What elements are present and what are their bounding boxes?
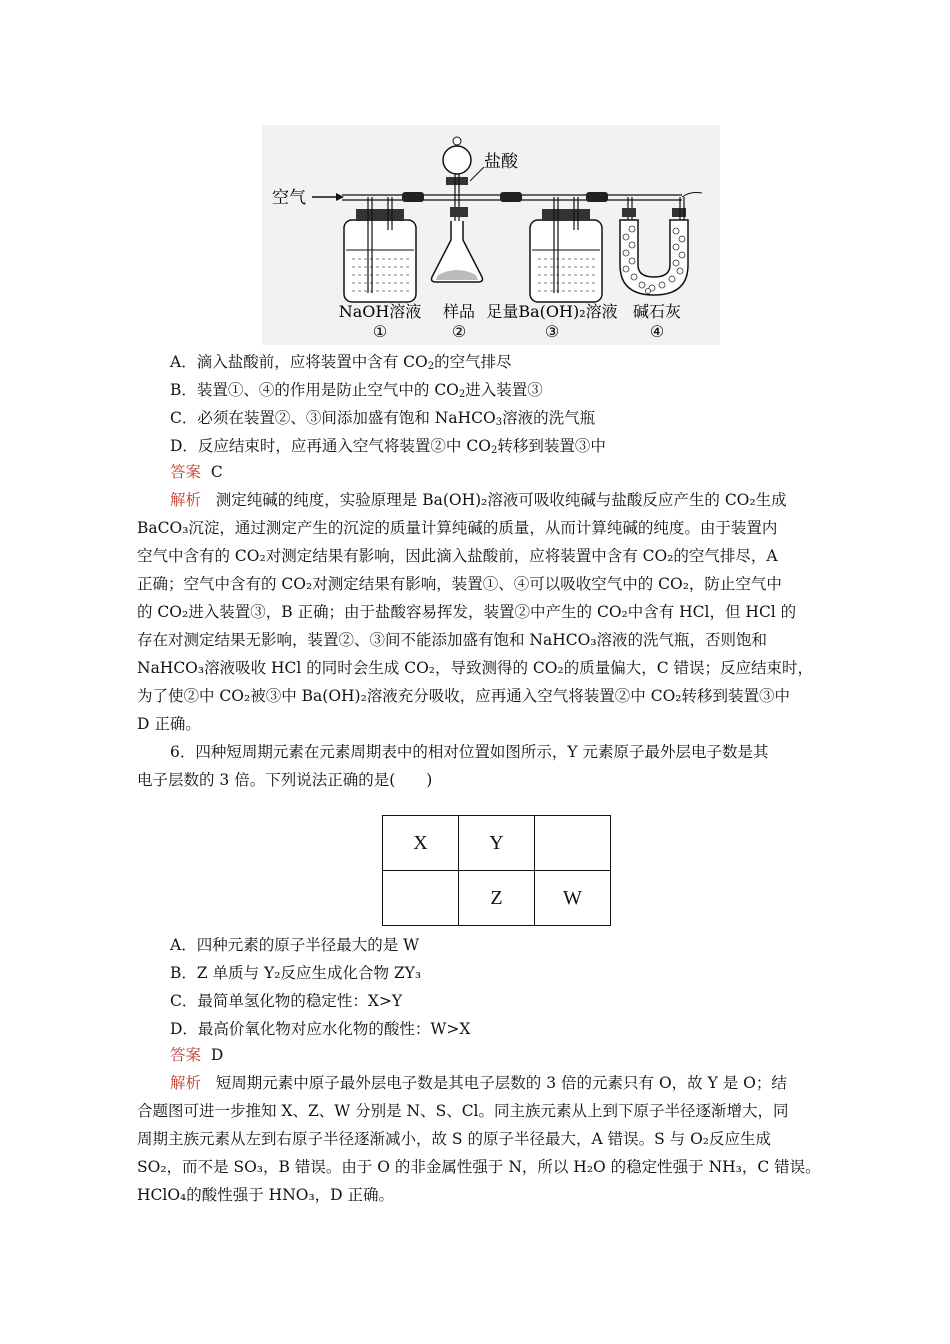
q5-answer: 答案 C bbox=[170, 463, 223, 481]
q5-option-d: D．反应结束时，应再通入空气将装置②中 $CO_2$转移到装置③中 bbox=[170, 437, 606, 456]
q5-analysis-line-2: BaCO₃沉淀，通过测定产生的沉淀的质量计算纯碱的质量，从而计算纯碱的纯度。由于装置内 bbox=[137, 519, 778, 537]
label-soda-lime: 碱石灰 bbox=[632, 302, 682, 321]
periodic-table-fragment bbox=[382, 815, 611, 926]
label-naoh: NaOH溶液 bbox=[338, 302, 422, 321]
cell-z: Z bbox=[459, 871, 535, 926]
q6-stem-line-2: 电子层数的 3 倍。下列说法正确的是( ) bbox=[137, 771, 433, 789]
q6-analysis-line-3: 周期主族元素从左到右原子半径逐渐减小，故 S 的原子半径最大，A 错误。S 与 O₂反应生成 bbox=[137, 1130, 771, 1148]
q6-answer: 答案 D bbox=[170, 1046, 224, 1064]
num-2: ② bbox=[451, 322, 467, 341]
num-4: ④ bbox=[649, 322, 665, 341]
q6-analysis-line-2: 合题图可进一步推知 X、Z、W 分别是 N、S、Cl。同主族元素从上到下原子半径逐渐增大，同 bbox=[137, 1102, 789, 1120]
num-3: ③ bbox=[544, 322, 560, 341]
cell-x: X bbox=[383, 816, 459, 871]
analysis-label: 解析 bbox=[170, 1074, 202, 1092]
label-baoh2: 足量Ba(OH)₂溶液 bbox=[486, 302, 618, 321]
q5-analysis-line-5: 的 CO₂进入装置③，B 正确；由于盐酸容易挥发，装置②中产生的 CO₂中含有 HCl，但 HCl 的 bbox=[137, 603, 797, 621]
q5-analysis-line-8: 为了使②中 CO₂被③中 Ba(OH)₂溶液充分吸收，应再通入空气将装置②中 CO₂转移到装置③中 bbox=[137, 687, 791, 705]
q6-analysis-line-5: HClO₄的酸性强于 HNO₃，D 正确。 bbox=[137, 1186, 395, 1204]
q5-analysis-line-3: 空气中含有的 CO₂对测定结果有影响，因此滴入盐酸前，应将装置中含有 CO₂的空气排尽，A bbox=[137, 547, 778, 565]
q6-option-d: D．最高价氧化物对应水化物的酸性：W>X bbox=[170, 1020, 471, 1038]
q5-option-c: C．必须在装置②、③间添加盛有饱和 NaHCO$_3$溶液的洗气瓶 bbox=[170, 409, 596, 428]
acid-label: 盐酸 bbox=[484, 152, 518, 172]
answer-label: 答案 bbox=[170, 1046, 202, 1064]
q5-analysis-line-7: NaHCO₃溶液吸收 HCl 的同时会生成 CO₂，导致测得的 CO₂的质量偏大，C 错误；反应结束时， bbox=[137, 659, 813, 677]
q6-analysis-line-4: SO₂，而不是 SO₃，B 错误。由于 O 的非金属性强于 N，所以 H₂O 的稳定性强于 NH₃，C 错误。 bbox=[137, 1158, 821, 1176]
q5-analysis-line-4: 正确；空气中含有的 CO₂对测定结果有影响，装置①、④可以吸收空气中的 CO₂，防止空气中 bbox=[137, 575, 782, 593]
q6-option-b: B．Z 单质与 Y₂反应生成化合物 ZY₃ bbox=[170, 964, 422, 982]
cell-y: Y bbox=[459, 816, 535, 871]
q6-analysis-line-1: 解析 短周期元素中原子最外层电子数是其电子层数的 3 倍的元素只有 O，故 Y 是 O；结 bbox=[170, 1074, 787, 1092]
apparatus-diagram bbox=[262, 125, 720, 345]
cell-empty-2 bbox=[383, 871, 459, 926]
q6-stem-line-1: 6．四种短周期元素在元素周期表中的相对位置如图所示，Y 元素原子最外层电子数是其 bbox=[170, 743, 769, 761]
q6-option-c: C．最简单氢化物的稳定性：X>Y bbox=[170, 992, 403, 1010]
q5-option-b: B．装置①、④的作用是防止空气中的 $CO_2$进入装置③ bbox=[170, 381, 543, 400]
q5-analysis-line-9: D 正确。 bbox=[137, 715, 201, 733]
q6-option-a: A．四种元素的原子半径最大的是 W bbox=[170, 936, 420, 954]
analysis-label: 解析 bbox=[170, 491, 202, 509]
cell-empty-1 bbox=[535, 816, 611, 871]
answer-label: 答案 bbox=[170, 463, 202, 481]
num-1: ① bbox=[372, 322, 388, 341]
q5-analysis-line-6: 存在对测定结果无影响，装置②、③间不能添加盛有饱和 NaHCO₃溶液的洗气瓶，否则饱和 bbox=[137, 631, 768, 649]
label-sample: 样品 bbox=[442, 302, 476, 321]
q5-analysis-line-1: 解析 测定纯碱的纯度，实验原理是 Ba(OH)₂溶液可吸收纯碱与盐酸反应产生的 CO₂生成 bbox=[170, 491, 787, 509]
q5-option-a: A．滴入盐酸前，应将装置中含有 $CO_2$的空气排尽 bbox=[170, 353, 512, 372]
cell-w: W bbox=[535, 871, 611, 926]
air-label: 空气 bbox=[272, 188, 306, 208]
